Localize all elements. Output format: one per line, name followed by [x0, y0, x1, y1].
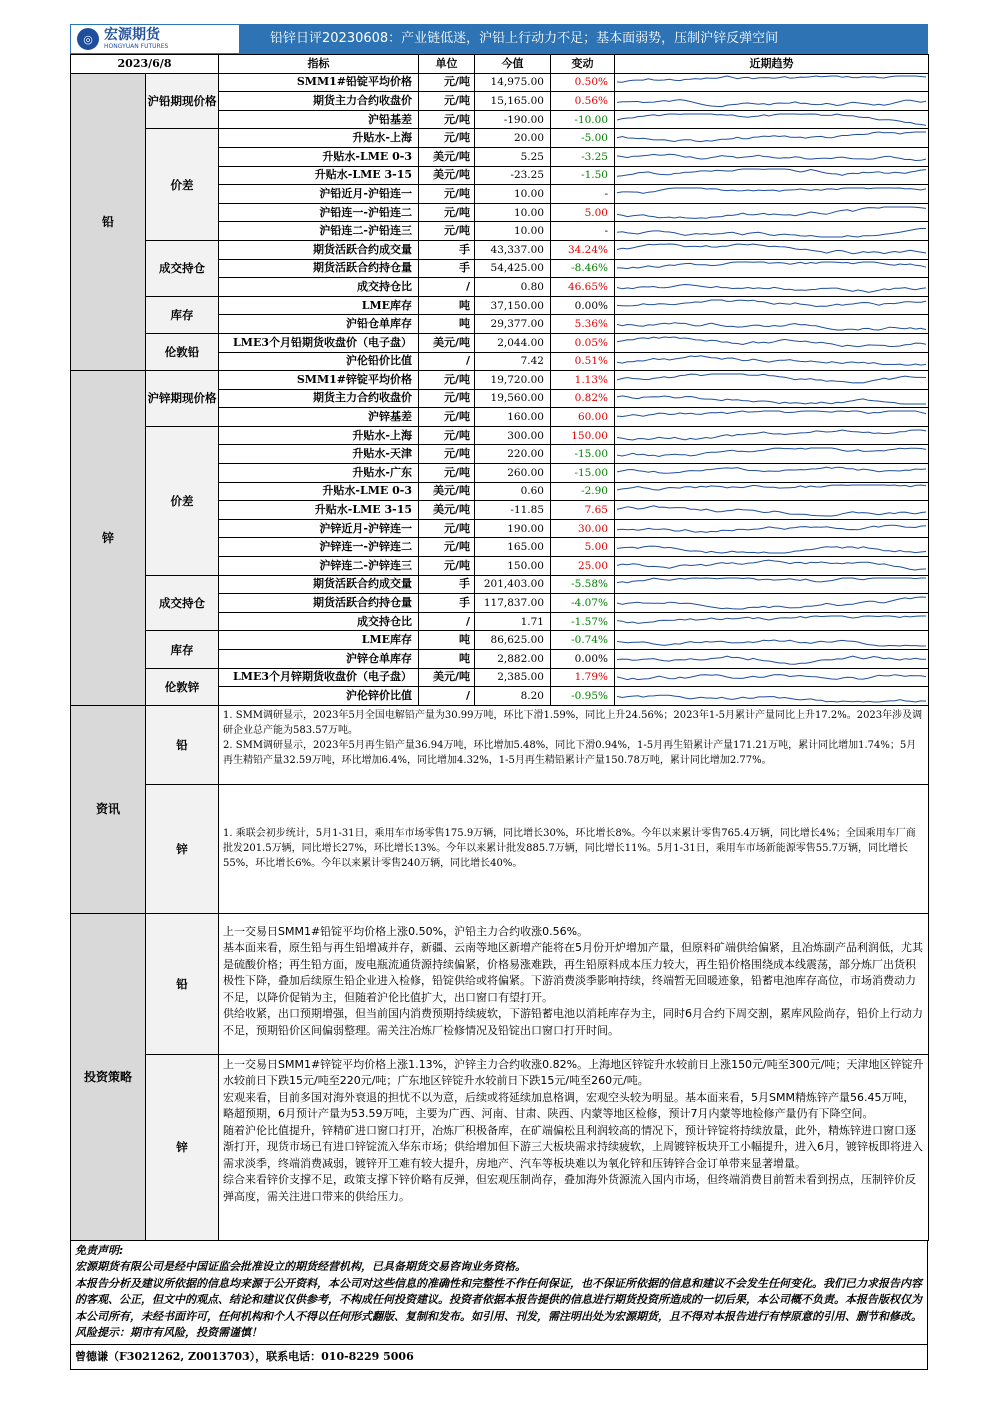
indicator-name: 沪锌基差	[219, 408, 419, 427]
indicator-value: 43,337.00	[475, 240, 551, 259]
indicator-value: 0.80	[475, 278, 551, 297]
indicator-unit: 手	[419, 594, 475, 613]
indicator-unit: 元/吨	[419, 426, 475, 445]
indicator-value: 5.25	[475, 147, 551, 166]
group-label: 价差	[146, 426, 219, 575]
col-value: 今值	[475, 55, 551, 74]
trend-sparkline	[617, 186, 926, 202]
indicator-unit: 元/吨	[419, 557, 475, 576]
indicator-row	[71, 371, 929, 390]
indicator-change: 1.13%	[551, 371, 615, 390]
indicator-unit: 元/吨	[419, 538, 475, 557]
col-indicator: 指标	[219, 55, 419, 74]
report-date: 2023/6/8	[71, 55, 219, 74]
indicator-name: 升贴水-上海	[219, 426, 419, 445]
indicator-value: 2,882.00	[475, 650, 551, 669]
trend-sparkline	[617, 74, 926, 90]
indicator-name: SMM1#铅锭平均价格	[219, 73, 419, 92]
indicator-name: 期货活跃合约持仓量	[219, 259, 419, 278]
col-unit: 单位	[419, 55, 475, 74]
group-label: 成交持仓	[146, 575, 219, 631]
indicator-change: -5.58%	[551, 575, 615, 594]
indicator-name: 期货活跃合约成交量	[219, 575, 419, 594]
strategy-category: 投资策略	[71, 913, 146, 1240]
trend-cell	[615, 408, 929, 427]
indicator-unit: 吨	[419, 296, 475, 315]
trend-cell	[615, 73, 929, 92]
trend-cell	[615, 631, 929, 650]
indicator-change: -4.07%	[551, 594, 615, 613]
indicator-value: 160.00	[475, 408, 551, 427]
indicator-value: 19,560.00	[475, 389, 551, 408]
strategy-zinc-para: 综合来看锌价支撑不足，政策支撑下锌价略有反弹，但宏观压制尚存，叠加海外货源流入国内市场，但终端消费目前暂未看到拐点，压制锌价反弹高度，需关注进口带来的供给压力。	[223, 1173, 916, 1203]
indicator-unit: 元/吨	[419, 371, 475, 390]
indicator-unit: /	[419, 687, 475, 706]
trend-cell	[615, 594, 929, 613]
metal-category: 锌	[71, 371, 146, 706]
report-header	[70, 24, 928, 54]
indicator-value: 7.42	[475, 352, 551, 371]
indicator-value: 8.20	[475, 687, 551, 706]
trend-cell	[615, 315, 929, 334]
indicator-value: 165.00	[475, 538, 551, 557]
logo-cn-text: 宏源期货	[104, 27, 160, 43]
trend-sparkline	[617, 632, 926, 648]
indicator-change: 25.00	[551, 557, 615, 576]
indicator-row	[71, 129, 929, 148]
strategy-zinc-label: 锌	[146, 1054, 219, 1240]
indicator-value: 10.00	[475, 185, 551, 204]
indicator-unit: 美元/吨	[419, 333, 475, 352]
news-zinc-text	[219, 784, 929, 913]
indicator-name: LME库存	[219, 296, 419, 315]
indicator-value: 14,975.00	[475, 73, 551, 92]
indicator-change: -2.90	[551, 482, 615, 501]
news-lead-row	[71, 705, 929, 784]
trend-sparkline	[617, 205, 926, 221]
indicator-value: 2,044.00	[475, 333, 551, 352]
trend-cell	[615, 240, 929, 259]
indicator-change: 5.36%	[551, 315, 615, 334]
trend-cell	[615, 371, 929, 390]
indicator-unit: 吨	[419, 650, 475, 669]
indicator-value: 20.00	[475, 129, 551, 148]
trend-sparkline	[617, 335, 926, 351]
group-label: 沪铅期现价格	[146, 73, 219, 129]
trend-sparkline	[617, 688, 926, 704]
group-label: 伦敦锌	[146, 668, 219, 705]
indicator-row	[71, 631, 929, 650]
indicator-unit: 美元/吨	[419, 668, 475, 687]
indicator-name: 期货主力合约收盘价	[219, 389, 419, 408]
indicator-unit: 元/吨	[419, 185, 475, 204]
trend-sparkline	[617, 279, 926, 295]
indicator-unit: 美元/吨	[419, 482, 475, 501]
trend-cell	[615, 464, 929, 483]
group-label: 沪锌期现价格	[146, 371, 219, 427]
indicator-value: 150.00	[475, 557, 551, 576]
indicator-change: 0.00%	[551, 296, 615, 315]
indicator-unit: 吨	[419, 631, 475, 650]
trend-cell	[615, 185, 929, 204]
indicator-name: 期货活跃合约成交量	[219, 240, 419, 259]
trend-sparkline	[617, 595, 926, 611]
indicator-change: 0.56%	[551, 92, 615, 111]
indicator-name: 期货主力合约收盘价	[219, 92, 419, 111]
indicator-name: 升贴水-天津	[219, 445, 419, 464]
indicator-unit: /	[419, 278, 475, 297]
indicator-row	[71, 333, 929, 352]
indicator-name: 沪铅仓单库存	[219, 315, 419, 334]
trend-cell	[615, 426, 929, 445]
indicator-name: SMM1#锌锭平均价格	[219, 371, 419, 390]
indicator-name: LME3个月锌期货收盘价（电子盘）	[219, 668, 419, 687]
indicator-change: 0.50%	[551, 73, 615, 92]
indicator-value: 201,403.00	[475, 575, 551, 594]
indicator-value: 2,385.00	[475, 668, 551, 687]
trend-cell	[615, 92, 929, 111]
indicator-unit: 元/吨	[419, 203, 475, 222]
strategy-zinc-text	[219, 1054, 929, 1240]
indicator-row	[71, 426, 929, 445]
indicator-unit: 手	[419, 259, 475, 278]
trend-sparkline	[617, 558, 926, 574]
disclaimer-line: 本报告分析及建议所依据的信息均来源于公开资料，本公司对这些信息的准确性和完整性不作任何保证，也不保证所依据的信息和建议不会发生任何变化。我们已力求报告内容的客观、公正，但文中的观点、结论和建议仅供参考，不构成任何投资建议。投资者依据本报告提供的信息进行期货投资所造成的一切后果，本公司概不负责。本报告版权仅为本公司所有，未经书面许可，任何机构和个人不得以任何形式翻版、复制和发布。如引用、刊发，需注明出处为宏源期货，且不得对本报告进行有悖原意的引用、删节和修改。	[75, 1276, 922, 1323]
disclaimer-line: 宏源期货有限公司是经中国证监会批准设立的期货经营机构，已具备期货交易咨询业务资格。	[75, 1260, 526, 1274]
indicator-name: 沪铅基差	[219, 110, 419, 129]
author-contact: 曾德谦（F3021262, Z0013703），联系电话：010-8229 5006	[70, 1345, 928, 1370]
news-zinc-label: 锌	[146, 784, 219, 913]
trend-sparkline	[617, 651, 926, 667]
trend-cell	[615, 501, 929, 520]
news-lead-para: 1. SMM调研显示，2023年5月全国电解铅产量为30.99万吨，环比下滑1.59%，同比上升24.56%；2023年1-5月累计产量同比上升17.2%。2023年涉及调研企业总产能为583.57万吨。	[223, 709, 923, 736]
trend-sparkline	[617, 614, 926, 630]
col-change: 变动	[551, 55, 615, 74]
trend-sparkline	[617, 93, 926, 109]
disclaimer-line: 风险提示：期市有风险，投资需谨慎！	[75, 1326, 262, 1340]
trend-sparkline	[617, 446, 926, 462]
indicator-unit: 元/吨	[419, 73, 475, 92]
trend-cell	[615, 352, 929, 371]
indicator-name: 沪锌连二-沪锌连三	[219, 557, 419, 576]
indicator-row	[71, 240, 929, 259]
indicator-value: 37,150.00	[475, 296, 551, 315]
trend-sparkline	[617, 539, 926, 555]
report-title: 铅锌日评20230608：产业链低迷，沪铅上行动力不足；基本面弱势，压制沪锌反弹空间	[270, 31, 779, 46]
indicator-unit: 元/吨	[419, 408, 475, 427]
indicator-value: 1.71	[475, 612, 551, 631]
trend-cell	[615, 110, 929, 129]
indicator-value: 220.00	[475, 445, 551, 464]
indicator-value: 15,165.00	[475, 92, 551, 111]
indicator-change: 7.65	[551, 501, 615, 520]
col-trend: 近期趋势	[615, 55, 929, 74]
indicator-change: -8.46%	[551, 259, 615, 278]
group-label: 伦敦铅	[146, 333, 219, 370]
trend-cell	[615, 333, 929, 352]
disclaimer-title: 免责声明:	[75, 1243, 124, 1257]
trend-cell	[615, 557, 929, 576]
news-lead-text	[219, 705, 929, 784]
indicator-change: -1.50	[551, 166, 615, 185]
indicator-unit: 元/吨	[419, 389, 475, 408]
indicator-change: -3.25	[551, 147, 615, 166]
trend-sparkline	[617, 669, 926, 685]
trend-cell	[615, 668, 929, 687]
trend-cell	[615, 538, 929, 557]
indicator-change: -0.74%	[551, 631, 615, 650]
trend-cell	[615, 575, 929, 594]
indicator-value: 260.00	[475, 464, 551, 483]
indicator-unit: 元/吨	[419, 129, 475, 148]
indicator-unit: 元/吨	[419, 222, 475, 241]
trend-sparkline	[617, 223, 926, 239]
logo-en-text: HONGYUAN FUTURES	[104, 43, 169, 50]
indicator-change: 60.00	[551, 408, 615, 427]
indicator-value: 54,425.00	[475, 259, 551, 278]
indicator-name: 沪锌连一-沪锌连二	[219, 538, 419, 557]
indicator-change: 30.00	[551, 519, 615, 538]
indicator-name: 升贴水-广东	[219, 464, 419, 483]
indicator-unit: 元/吨	[419, 445, 475, 464]
trend-sparkline	[617, 353, 926, 369]
indicator-row	[71, 668, 929, 687]
company-logo	[70, 24, 240, 54]
indicator-unit: /	[419, 352, 475, 371]
indicator-name: LME3个月铅期货收盘价（电子盘）	[219, 333, 419, 352]
indicator-row	[71, 73, 929, 92]
strategy-lead-para: 上一交易日SMM1#铅锭平均价格上涨0.50%，沪铅主力合约收涨0.56%。	[223, 924, 589, 938]
strategy-zinc-row	[71, 1054, 929, 1240]
indicator-value: 86,625.00	[475, 631, 551, 650]
trend-cell	[615, 445, 929, 464]
indicator-value: 29,377.00	[475, 315, 551, 334]
indicator-name: 沪铅近月-沪铅连一	[219, 185, 419, 204]
group-label: 成交持仓	[146, 240, 219, 296]
indicator-unit: 美元/吨	[419, 147, 475, 166]
trend-cell	[615, 296, 929, 315]
group-label: 库存	[146, 296, 219, 333]
trend-cell	[615, 259, 929, 278]
trend-sparkline	[617, 483, 926, 499]
indicator-name: 升贴水-上海	[219, 129, 419, 148]
trend-sparkline	[617, 130, 926, 146]
indicator-value: 19,720.00	[475, 371, 551, 390]
indicator-value: 10.00	[475, 203, 551, 222]
indicator-name: 成交持仓比	[219, 278, 419, 297]
strategy-zinc-para: 上一交易日SMM1#锌锭平均价格上涨1.13%，沪锌主力合约收涨0.82%。上海地区锌锭升水较前日上涨150元/吨至300元/吨；天津地区锌锭升水较前日下跌15元/吨至220元/吨；广东地区锌锭升水较前日下跌15元/吨至260元/吨。	[223, 1057, 924, 1088]
strategy-lead-para: 基本面来看，原生铅与再生铅增减并存，新疆、云南等地区新增产能将在5月份开炉增加产量，但原料矿端供给偏紧，且冶炼副产品利润低，尤其是硫酸价格；再生铅方面，废电瓶流通货源持续偏紧，价格易涨难跌，再生铅原料成本压力较大，再生铅价格围绕成本线震荡，部分炼厂出货积极性下降，叠加后续原生铅企业进入检修，铅锭供给或将偏紧。下游消费淡季影响持续，终端暂无回暖迹象，铅蓄电池库存高位，市场消费动力不足，以降价促销为主，但随着沪伦比值扩大，出口窗口有望打开。	[223, 941, 923, 1004]
indicator-value: 300.00	[475, 426, 551, 445]
indicator-change: 1.79%	[551, 668, 615, 687]
metal-category: 铅	[71, 73, 146, 371]
indicator-unit: 元/吨	[419, 519, 475, 538]
indicator-name: 升贴水-LME 0-3	[219, 147, 419, 166]
trend-sparkline	[617, 390, 926, 406]
indicator-change: -0.95%	[551, 687, 615, 706]
strategy-zinc-para: 宏观来看，目前多国对海外衰退的担忧不以为意，后续或将延续加息格调，宏观空头较为明显。基本面来看，5月SMM精炼锌产量56.45万吨，略超预期，6月预计产量为53.59万吨，主要为广西、河南、甘肃、陕西、内蒙等地区检修，预计7月内蒙等地检修产量仍有下降空间。	[223, 1090, 915, 1121]
news-zinc-para: 1. 乘联会初步统计，5月1-31日，乘用车市场零售175.9万辆，同比增长30%，环比增长8%。今年以来累计零售765.4万辆，同比增长4%；全国乘用车厂商批发201.5万辆，同比增长27%，环比增长13%。今年以来累计批发885.7万辆，同比增长11%。5月1-31日，乘用车市场新能源零售55.7万辆，同比增长55%，环比增长6%。今年以来累计零售240万辆，同比增长40%。	[223, 828, 916, 870]
indicator-name: 期货活跃合约持仓量	[219, 594, 419, 613]
indicator-change: -10.00	[551, 110, 615, 129]
trend-cell	[615, 519, 929, 538]
trend-cell	[615, 278, 929, 297]
trend-cell	[615, 203, 929, 222]
indicator-row	[71, 296, 929, 315]
indicator-value: 117,837.00	[475, 594, 551, 613]
trend-cell	[615, 650, 929, 669]
indicator-name: 成交持仓比	[219, 612, 419, 631]
indicator-unit: 元/吨	[419, 110, 475, 129]
indicator-change: -5.00	[551, 129, 615, 148]
indicator-change: 0.82%	[551, 389, 615, 408]
trend-sparkline	[617, 149, 926, 165]
report-page	[70, 24, 928, 1370]
trend-cell	[615, 166, 929, 185]
indicator-name: 沪铅连一-沪铅连二	[219, 203, 419, 222]
trend-sparkline	[617, 298, 926, 314]
indicator-value: 190.00	[475, 519, 551, 538]
indicator-change: 5.00	[551, 203, 615, 222]
trend-cell	[615, 612, 929, 631]
indicator-name: 沪铅连二-沪铅连三	[219, 222, 419, 241]
indicator-change: 34.24%	[551, 240, 615, 259]
trend-sparkline	[617, 465, 926, 481]
trend-cell	[615, 222, 929, 241]
indicator-change: 0.00%	[551, 650, 615, 669]
indicator-name: 沪锌近月-沪锌连一	[219, 519, 419, 538]
trend-sparkline	[617, 112, 926, 128]
trend-cell	[615, 389, 929, 408]
trend-sparkline	[617, 502, 926, 518]
strategy-zinc-para: 随着沪伦比值提升，锌精矿进口窗口打开，冶炼厂积极备库，在矿端偏松且利润较高的情况下，预计锌锭将持续放量，此外，精炼锌进口窗口逐渐打开，现货市场已有进口锌锭流入华东市场；供给增加但下游三大板块需求持续疲软，上周镀锌板块开工小幅提升，进入6月，镀锌板即将进入需求淡季，终端消费减弱，镀锌开工难有较大提升，房地产、汽车等板块难以为氧化锌和压铸锌合金订单带来显著增量。	[223, 1123, 923, 1170]
indicator-value: 10.00	[475, 222, 551, 241]
trend-cell	[615, 482, 929, 501]
strategy-lead-text	[219, 913, 929, 1054]
indicator-unit: 美元/吨	[419, 501, 475, 520]
indicator-change: 0.51%	[551, 352, 615, 371]
indicator-value: 0.60	[475, 482, 551, 501]
indicator-value: -11.85	[475, 501, 551, 520]
group-label: 库存	[146, 631, 219, 668]
indicator-name: 升贴水-LME 3-15	[219, 501, 419, 520]
trend-cell	[615, 129, 929, 148]
table-header-row	[71, 55, 929, 74]
trend-sparkline	[617, 167, 926, 183]
indicator-name: 沪伦锌价比值	[219, 687, 419, 706]
indicator-unit: /	[419, 612, 475, 631]
indicator-name: 升贴水-LME 0-3	[219, 482, 419, 501]
indicator-unit: 手	[419, 240, 475, 259]
indicator-unit: 吨	[419, 315, 475, 334]
trend-sparkline	[617, 576, 926, 592]
group-label: 价差	[146, 129, 219, 241]
trend-sparkline	[617, 428, 926, 444]
data-table	[70, 54, 929, 1241]
indicator-unit: 手	[419, 575, 475, 594]
indicator-unit: 美元/吨	[419, 166, 475, 185]
indicator-change: 46.65%	[551, 278, 615, 297]
indicator-change: -1.57%	[551, 612, 615, 631]
trend-sparkline	[617, 242, 926, 258]
trend-sparkline	[617, 316, 926, 332]
indicator-change: 5.00	[551, 538, 615, 557]
strategy-lead-para: 供给收紧，出口预期增强，但当前国内消费预期持续疲软，下游铅蓄电池以消耗库存为主，同时6月合约下周交割，累库风险尚存，铅价上行动力不足，预期铅价区间偏弱整理。需关注冶炼厂检修情况及铅锭出口窗口打开时间。	[223, 1007, 923, 1037]
indicator-name: 沪锌仓单库存	[219, 650, 419, 669]
strategy-lead-label: 铅	[146, 913, 219, 1054]
indicator-row	[71, 575, 929, 594]
trend-sparkline	[617, 409, 926, 425]
trend-sparkline	[617, 260, 926, 276]
indicator-change: -15.00	[551, 464, 615, 483]
indicator-name: 沪伦铅价比值	[219, 352, 419, 371]
trend-cell	[615, 687, 929, 706]
indicator-name: 升贴水-LME 3-15	[219, 166, 419, 185]
news-category: 资讯	[71, 705, 146, 913]
indicator-change: 0.05%	[551, 333, 615, 352]
indicator-value: -23.25	[475, 166, 551, 185]
strategy-lead-row	[71, 913, 929, 1054]
news-lead-label: 铅	[146, 705, 219, 784]
indicator-name: LME库存	[219, 631, 419, 650]
indicator-change: -	[551, 185, 615, 204]
trend-cell	[615, 147, 929, 166]
disclaimer	[70, 1241, 928, 1345]
news-lead-para: 2. SMM调研显示，2023年5月再生铅产量36.94万吨，环比增加5.48%，同比下滑0.94%，1-5月再生铅累计产量171.21万吨，累计同比增加1.74%；5月再生精铅产量32.59万吨，环比增加6.4%，同比增加4.32%，1-5月再生精铅累计产量150.78万吨，累计同比增加2.77%。	[223, 739, 917, 766]
indicator-value: -190.00	[475, 110, 551, 129]
indicator-change: 150.00	[551, 426, 615, 445]
indicator-change: -15.00	[551, 445, 615, 464]
trend-sparkline	[617, 521, 926, 537]
indicator-unit: 元/吨	[419, 464, 475, 483]
indicator-change: -	[551, 222, 615, 241]
indicator-unit: 元/吨	[419, 92, 475, 111]
news-zinc-row	[71, 784, 929, 913]
logo-icon: ◎	[77, 28, 99, 50]
trend-sparkline	[617, 372, 926, 388]
